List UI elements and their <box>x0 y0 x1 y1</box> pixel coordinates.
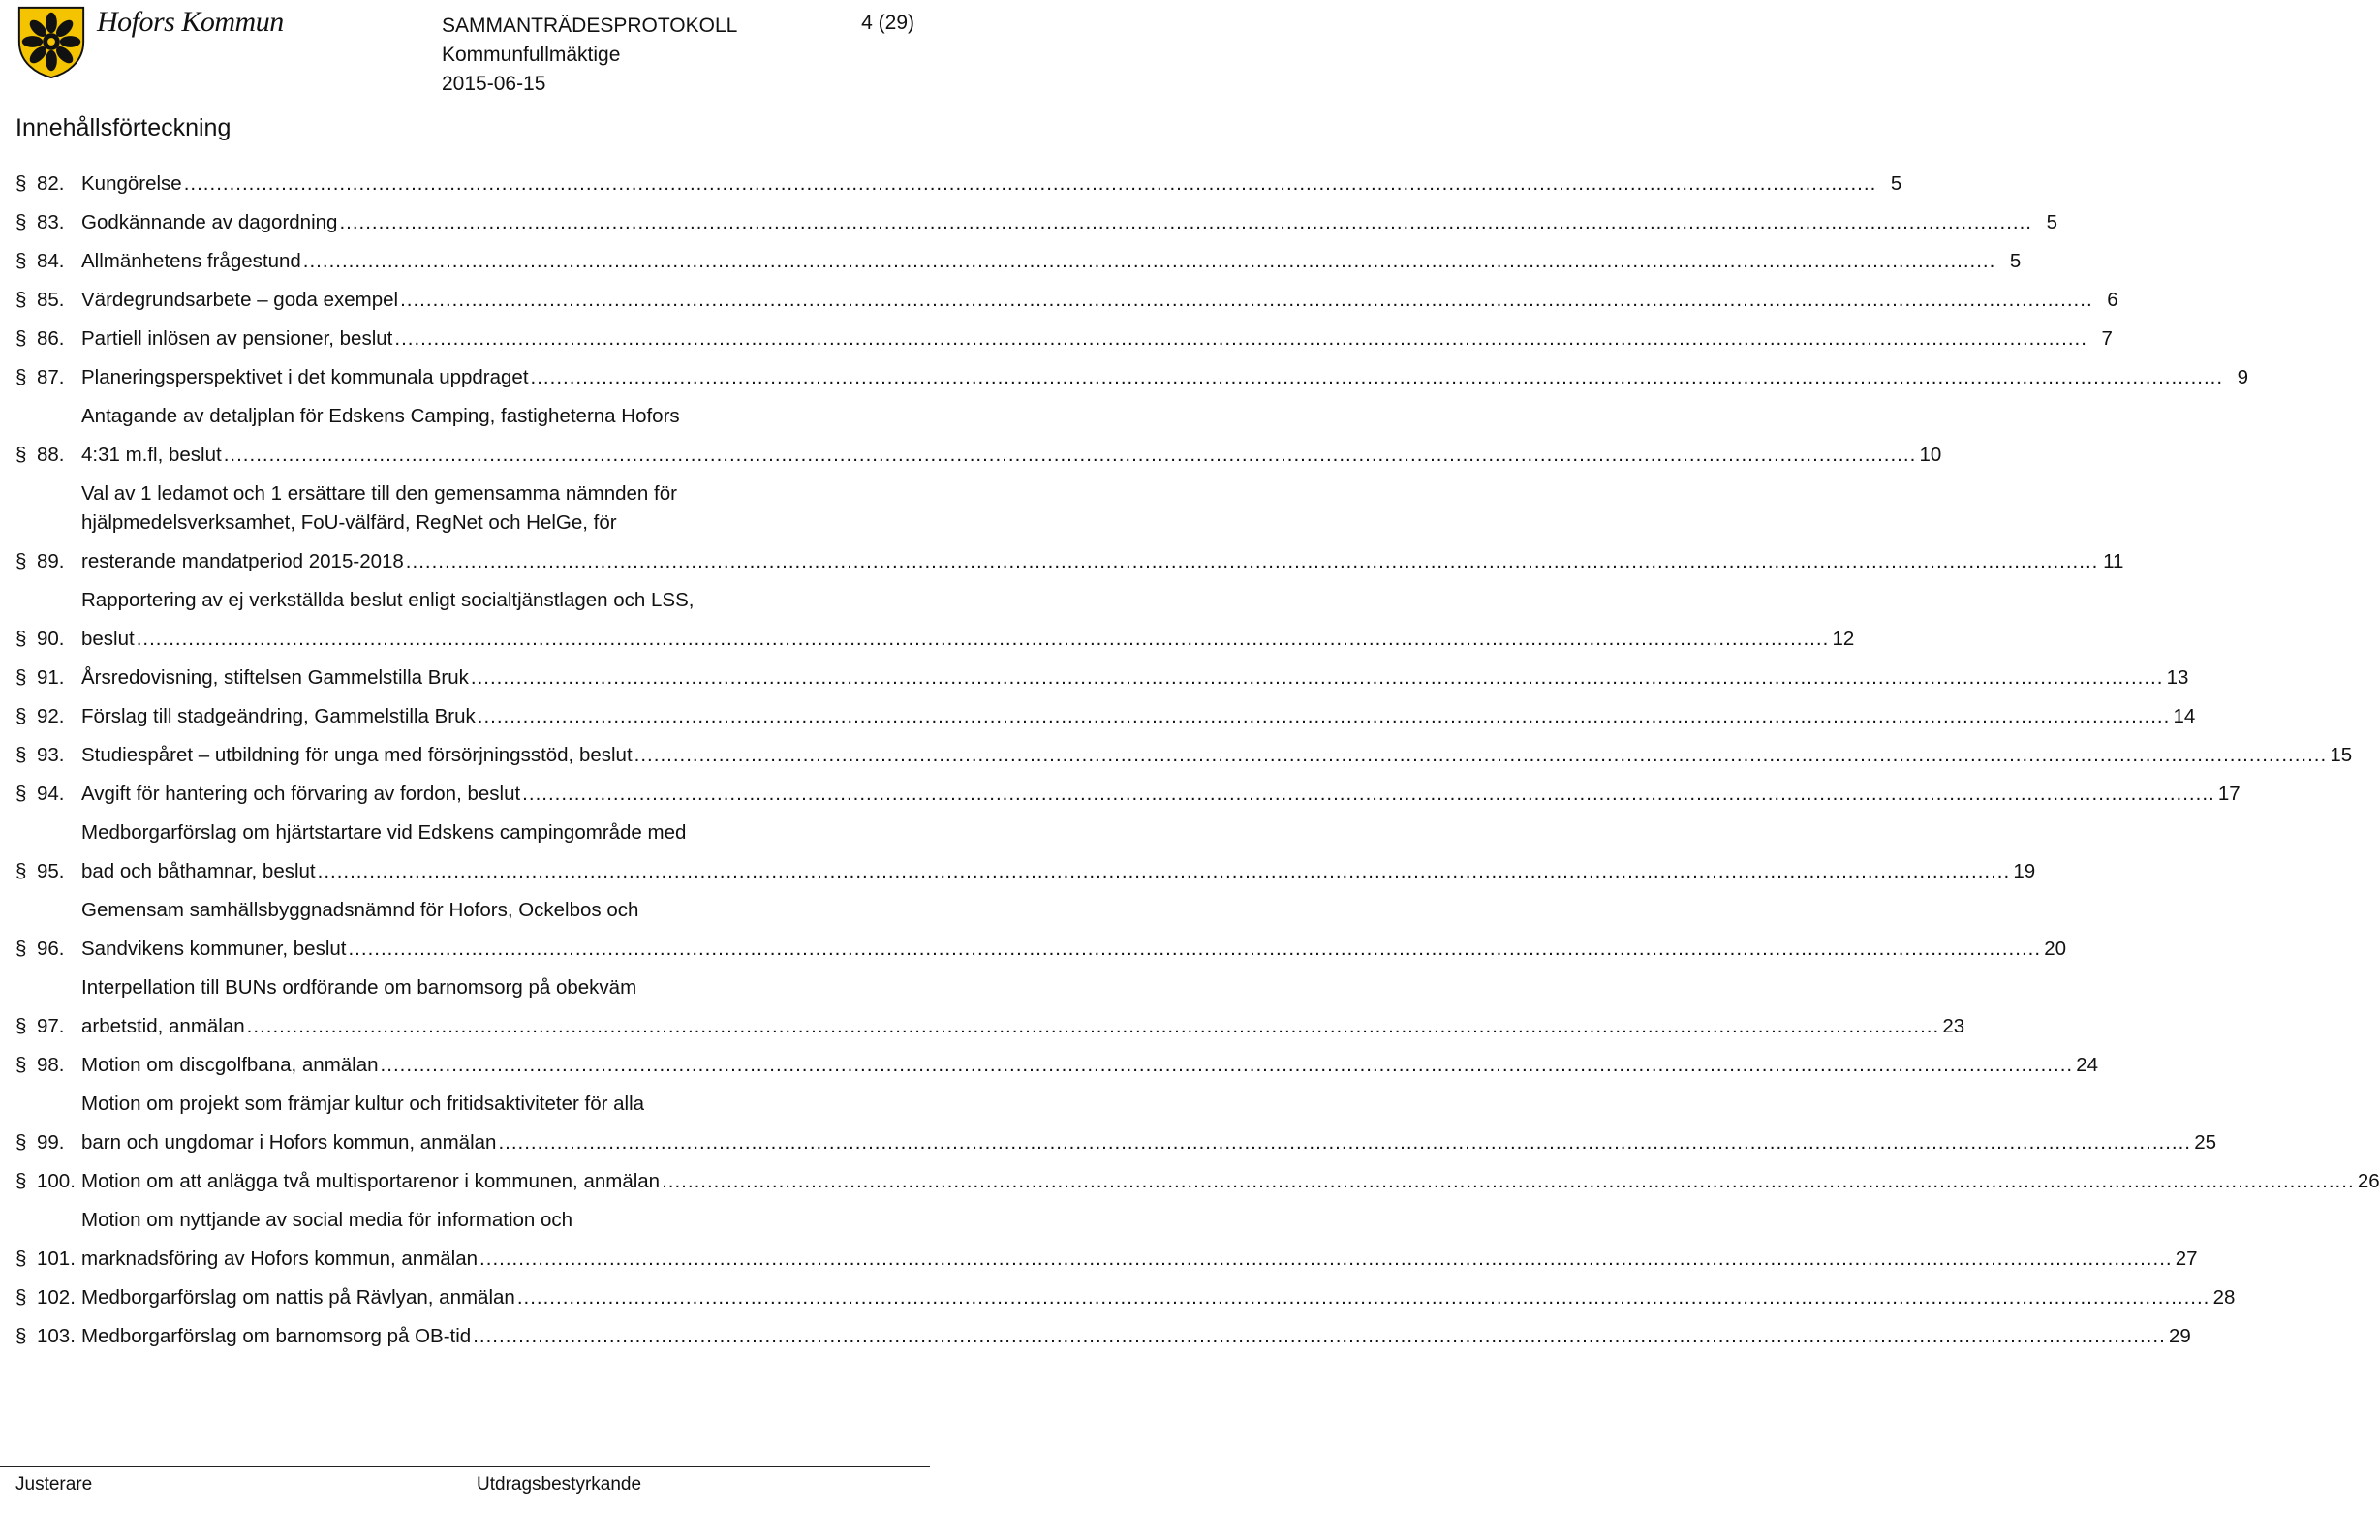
toc-title-text: Årsredovisning, stiftelsen Gammelstilla Bruk <box>81 666 469 689</box>
section-mark: § <box>15 783 27 805</box>
dot-leader <box>381 1054 2074 1077</box>
toc-title-line: hjälpmedelsverksamhet, FoU-välfärd, RegNet och HelGe, för <box>81 511 617 534</box>
toc-title-line-last <box>81 211 2057 234</box>
toc-page-number: 25 <box>2194 1131 2216 1154</box>
toc-page-number: 12 <box>1832 628 1855 650</box>
section-mark: § <box>15 172 27 195</box>
dot-leader <box>224 444 1917 467</box>
toc-title-text: Förslag till stadgeändring, Gammelstilla Bruk <box>81 705 476 727</box>
toc-entry[interactable] <box>15 250 2022 273</box>
section-number: 82. <box>37 172 65 195</box>
toc-entry-title <box>81 1286 2235 1309</box>
meeting-date: 2015-06-15 <box>442 73 546 95</box>
section-number: 87. <box>37 366 65 388</box>
section-number: 93. <box>37 744 65 766</box>
section-mark: § <box>15 666 27 689</box>
toc-page-number: 26 <box>2357 1170 2380 1192</box>
toc-page-number: 5 <box>1890 172 1902 195</box>
toc-title-text: Planeringsperspektivet i det kommunala uppdraget <box>81 366 529 388</box>
section-number: 91. <box>37 666 65 689</box>
dot-leader <box>303 250 1996 273</box>
toc-title-text: Medborgarförslag om barnomsorg på OB-tid <box>81 1325 472 1347</box>
page-number: 4 (29) <box>861 12 914 34</box>
toc-entry-title <box>81 405 1941 467</box>
dot-leader <box>471 666 2164 690</box>
toc-entry[interactable] <box>15 1325 2191 1348</box>
page-header <box>0 0 930 116</box>
section-number: 103. <box>37 1325 76 1347</box>
toc-entry[interactable] <box>15 366 2249 389</box>
section-mark: § <box>15 250 27 272</box>
toc-entry[interactable] <box>15 1209 2198 1271</box>
toc-title-text: Värdegrundsarbete – goda exempel <box>81 289 399 311</box>
section-mark: § <box>15 1247 27 1270</box>
footer-divider <box>0 1466 930 1467</box>
toc-entry-title <box>81 1093 2216 1155</box>
toc-title-line-last <box>81 289 2118 312</box>
toc-title-line-last <box>81 327 2113 351</box>
toc-entry-title <box>81 289 2118 312</box>
section-mark: § <box>15 628 27 650</box>
toc-title-line-last <box>81 1054 2098 1077</box>
toc-entry-title <box>81 172 1901 196</box>
toc-page-number: 28 <box>2212 1286 2236 1309</box>
dot-leader <box>348 938 2041 961</box>
toc-title-text: Sandvikens kommuner, beslut <box>81 938 347 960</box>
toc-entry[interactable] <box>15 211 2057 234</box>
toc-title-line-last <box>81 744 2352 767</box>
toc-entry-title <box>81 1170 2380 1193</box>
toc-entry-title <box>81 783 2241 806</box>
section-mark: § <box>15 327 27 350</box>
toc-page-number: 29 <box>2168 1325 2191 1347</box>
toc-page-number: 15 <box>2330 744 2353 766</box>
toc-title-text: Motion om att anlägga två multisportarenor i kommunen, anmälan <box>81 1170 661 1192</box>
toc-entry[interactable] <box>15 705 2196 728</box>
toc-title-text: marknadsföring av Hofors kommun, anmälan <box>81 1247 479 1270</box>
dot-leader <box>394 327 2087 351</box>
toc-title-text: Avgift för hantering och förvaring av fordon, beslut <box>81 783 521 805</box>
section-number: 84. <box>37 250 65 272</box>
toc-title-line: Antagande av detaljplan för Edskens Camping, fastigheterna Hofors <box>81 405 680 427</box>
toc-entry[interactable] <box>15 172 1902 196</box>
toc-title-line: Motion om nyttjande av social media för information och <box>81 1209 573 1231</box>
toc-page-number: 14 <box>2173 705 2196 727</box>
dot-leader <box>247 1015 1940 1038</box>
section-number: 98. <box>37 1054 65 1076</box>
toc-page-number: 27 <box>2175 1247 2198 1270</box>
toc-entry-title <box>81 250 2021 273</box>
toc-entry[interactable] <box>15 289 2118 312</box>
toc-title-line-last <box>81 366 2248 389</box>
toc-entry[interactable] <box>15 976 1965 1038</box>
toc-title-text: Partiell inlösen av pensioner, beslut <box>81 327 393 350</box>
toc-entry-title <box>81 589 1854 651</box>
toc-entry[interactable] <box>15 1170 2380 1193</box>
document-meta <box>442 12 737 99</box>
toc-entry[interactable] <box>15 744 2353 767</box>
section-number: 85. <box>37 289 65 311</box>
toc-title-line-last <box>81 666 2188 690</box>
toc-page-number: 11 <box>2103 550 2124 572</box>
section-mark: § <box>15 1054 27 1076</box>
toc-page-number: 9 <box>2237 366 2249 388</box>
toc-title-line-last <box>81 705 2195 728</box>
section-number: 92. <box>37 705 65 727</box>
dot-leader <box>184 172 1877 196</box>
dot-leader <box>634 744 2328 767</box>
section-mark: § <box>15 1170 27 1192</box>
toc-entry-title <box>81 327 2113 351</box>
section-mark: § <box>15 211 27 233</box>
toc-entry-title <box>81 1209 2198 1271</box>
toc-title-text: beslut <box>81 628 135 650</box>
toc-title-line-last <box>81 1170 2380 1193</box>
toc-page-number: 13 <box>2166 666 2189 689</box>
toc-title-text: bad och båthamnar, beslut <box>81 860 316 882</box>
toc-entry-title <box>81 366 2248 389</box>
toc-entry-title <box>81 211 2057 234</box>
section-number: 99. <box>37 1131 65 1154</box>
footer-justerare: Justerare <box>15 1474 93 1494</box>
dot-leader <box>517 1286 2210 1309</box>
toc-title-line-last <box>81 938 2066 961</box>
section-mark: § <box>15 744 27 766</box>
toc-title-line-last <box>81 628 1854 651</box>
section-mark: § <box>15 444 27 466</box>
section-mark: § <box>15 1286 27 1309</box>
toc-entry-title <box>81 482 2123 573</box>
toc-title-line-last <box>81 783 2241 806</box>
section-mark: § <box>15 366 27 388</box>
toc-page-number: 5 <box>2009 250 2022 272</box>
toc-title-line-last <box>81 1015 1964 1038</box>
toc-page-number: 6 <box>2107 289 2118 311</box>
section-number: 86. <box>37 327 65 350</box>
toc-entry[interactable] <box>15 327 2113 351</box>
toc-title-text: Studiespåret – utbildning för unga med försörjningsstöd, beslut <box>81 744 633 766</box>
toc-title-line-last <box>81 860 2035 883</box>
section-number: 90. <box>37 628 65 650</box>
dot-leader <box>479 1247 2173 1271</box>
section-number: 102. <box>37 1286 76 1309</box>
toc-title-line-last <box>81 250 2021 273</box>
toc-title-line-last <box>81 1325 2191 1348</box>
dot-leader <box>137 628 1830 651</box>
dot-leader <box>662 1170 2355 1193</box>
toc-title-line: Medborgarförslag om hjärtstartare vid Edskens campingområde med <box>81 821 687 844</box>
toc-page-number: 24 <box>2076 1054 2099 1076</box>
dot-leader <box>478 705 2171 728</box>
toc-title-text: Godkännande av dagordning <box>81 211 338 233</box>
toc-title-text: barn och ungdomar i Hofors kommun, anmälan <box>81 1131 497 1154</box>
toc-entry[interactable] <box>15 783 2241 806</box>
toc-title-text: Kungörelse <box>81 172 182 195</box>
section-number: 88. <box>37 444 65 466</box>
toc-page-number: 10 <box>1919 444 1942 466</box>
toc-entry[interactable] <box>15 666 2189 690</box>
toc-entry-title <box>81 976 1964 1038</box>
toc-title-line: Val av 1 ledamot och 1 ersättare till den gemensamma nämnden för <box>81 482 677 505</box>
toc-title-line-last <box>81 172 1901 196</box>
section-mark: § <box>15 1015 27 1037</box>
toc-title-line: Rapportering av ej verkställda beslut enligt socialtjänstlagen och LSS, <box>81 589 695 611</box>
toc-page-number: 5 <box>2046 211 2057 233</box>
section-number: 97. <box>37 1015 65 1037</box>
section-mark: § <box>15 860 27 882</box>
toc-title: Innehållsförteckning <box>15 114 232 141</box>
toc-entry[interactable] <box>15 821 2036 883</box>
toc-entry-title <box>81 821 2035 883</box>
table-of-contents <box>15 172 2380 1364</box>
toc-page-number: 23 <box>1942 1015 1965 1037</box>
toc-page-number: 19 <box>2013 860 2036 882</box>
section-mark: § <box>15 289 27 311</box>
toc-entry[interactable] <box>15 482 2124 573</box>
toc-entry-title <box>81 899 2066 961</box>
section-number: 83. <box>37 211 65 233</box>
toc-title-line-last <box>81 550 2123 573</box>
toc-entry[interactable] <box>15 1054 2099 1077</box>
footer-utdragsbestyrkande: Utdragsbestyrkande <box>477 1474 642 1494</box>
dot-leader <box>522 783 2215 806</box>
section-number: 100. <box>37 1170 76 1192</box>
toc-title-text: Medborgarförslag om nattis på Rävlyan, anmälan <box>81 1286 515 1309</box>
toc-page-number: 17 <box>2217 783 2241 805</box>
toc-title-line: Gemensam samhällsbyggnadsnämnd för Hofors, Ockelbos och <box>81 899 639 921</box>
organization-name: Hofors Kommun <box>97 6 284 38</box>
hofors-coat-of-arms-icon <box>14 4 89 79</box>
section-mark: § <box>15 705 27 727</box>
section-mark: § <box>15 550 27 572</box>
dot-leader <box>339 211 2032 234</box>
toc-title-text: resterande mandatperiod 2015-2018 <box>81 550 404 572</box>
toc-entry-title <box>81 744 2352 767</box>
toc-entry-title <box>81 1054 2098 1077</box>
toc-page-number: 7 <box>2101 327 2113 350</box>
toc-entry-title <box>81 705 2195 728</box>
section-number: 89. <box>37 550 65 572</box>
section-number: 94. <box>37 783 65 805</box>
toc-title-text: 4:31 m.fl, beslut <box>81 444 222 466</box>
dot-leader <box>318 860 2011 883</box>
section-mark: § <box>15 938 27 960</box>
toc-title-line-last <box>81 444 1941 467</box>
toc-entry[interactable] <box>15 1093 2216 1155</box>
dot-leader <box>498 1131 2191 1155</box>
toc-title-line: Interpellation till BUNs ordförande om barnomsorg på obekväm <box>81 976 637 999</box>
toc-title-line-last <box>81 1286 2235 1309</box>
toc-entry[interactable] <box>15 899 2067 961</box>
toc-title-line-last <box>81 1247 2198 1271</box>
section-number: 95. <box>37 860 65 882</box>
toc-entry-title <box>81 1325 2191 1348</box>
toc-entry-title <box>81 666 2188 690</box>
toc-title-line-last <box>81 1131 2216 1155</box>
toc-entry[interactable] <box>15 405 1942 467</box>
toc-page-number: 20 <box>2044 938 2067 960</box>
section-mark: § <box>15 1325 27 1347</box>
section-number: 101. <box>37 1247 76 1270</box>
dot-leader <box>531 366 2224 389</box>
toc-title-text: Motion om discgolfbana, anmälan <box>81 1054 379 1076</box>
toc-entry[interactable] <box>15 1286 2236 1309</box>
toc-title-line: Motion om projekt som främjar kultur och fritidsaktiviteter för alla <box>81 1093 645 1115</box>
section-number: 96. <box>37 938 65 960</box>
toc-entry[interactable] <box>15 589 1855 651</box>
section-mark: § <box>15 1131 27 1154</box>
toc-title-text: arbetstid, anmälan <box>81 1015 245 1037</box>
document-type: SAMMANTRÄDESPROTOKOLL <box>442 15 738 37</box>
dot-leader <box>400 289 2093 312</box>
toc-title-text: Allmänhetens frågestund <box>81 250 301 272</box>
dot-leader <box>473 1325 2166 1348</box>
meeting-body: Kommunfullmäktige <box>442 44 621 66</box>
dot-leader <box>406 550 2099 573</box>
